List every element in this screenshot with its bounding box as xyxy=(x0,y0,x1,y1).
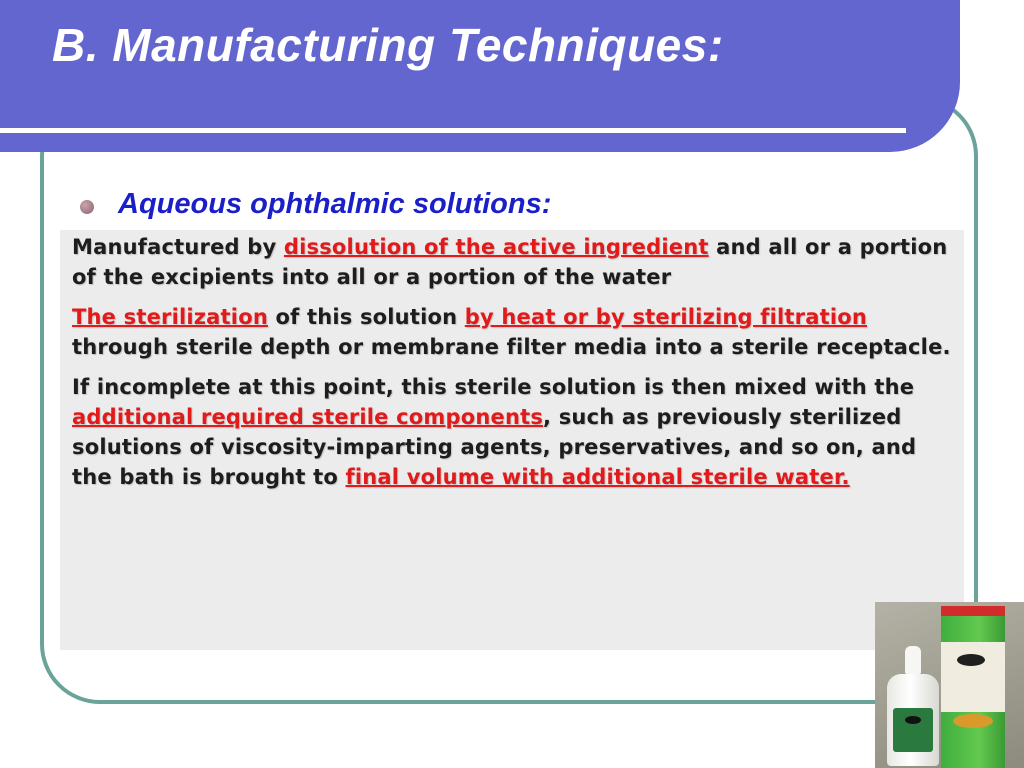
paragraph xyxy=(72,232,954,292)
bottle-cap xyxy=(905,646,921,674)
eye-drop-product-photo xyxy=(875,602,1024,768)
box-emblem xyxy=(953,714,993,728)
bottle-label xyxy=(893,708,933,752)
highlighted-phrase: final volume with additional sterile water. xyxy=(345,465,850,489)
text-segment: If incomplete at this point, this sterile solution is then mixed with the xyxy=(72,375,915,399)
bullet-dot-icon xyxy=(80,200,94,214)
paragraph xyxy=(72,372,954,492)
box-label-band xyxy=(941,642,1005,712)
title-underline xyxy=(0,128,906,133)
slide-title: B. Manufacturing Techniques: xyxy=(52,19,724,71)
bullet-text: Aqueous ophthalmic solutions: xyxy=(118,188,552,220)
text-segment: of this solution xyxy=(267,305,465,329)
highlighted-phrase: additional required sterile components xyxy=(72,405,544,429)
text-segment: Manufactured by xyxy=(72,235,284,259)
content-textbox xyxy=(60,230,964,650)
text-segment: through sterile depth or membrane filter media into a sterile receptacle. xyxy=(72,335,951,359)
title-bar xyxy=(0,0,960,152)
text-segment: and all or a portion of the excipients into all or a portion of the water xyxy=(72,235,948,289)
highlighted-phrase: The sterilization xyxy=(72,305,268,329)
highlighted-phrase: dissolution of the active ingredient xyxy=(283,235,709,259)
paragraph xyxy=(72,302,954,362)
highlighted-phrase: by heat or by sterilizing filtration xyxy=(464,305,867,329)
eye-icon xyxy=(957,654,985,666)
text-segment: , such as previously sterilized solutions of viscosity-imparting agents, preservatives, and so on, and the bath is brought to xyxy=(72,405,917,489)
